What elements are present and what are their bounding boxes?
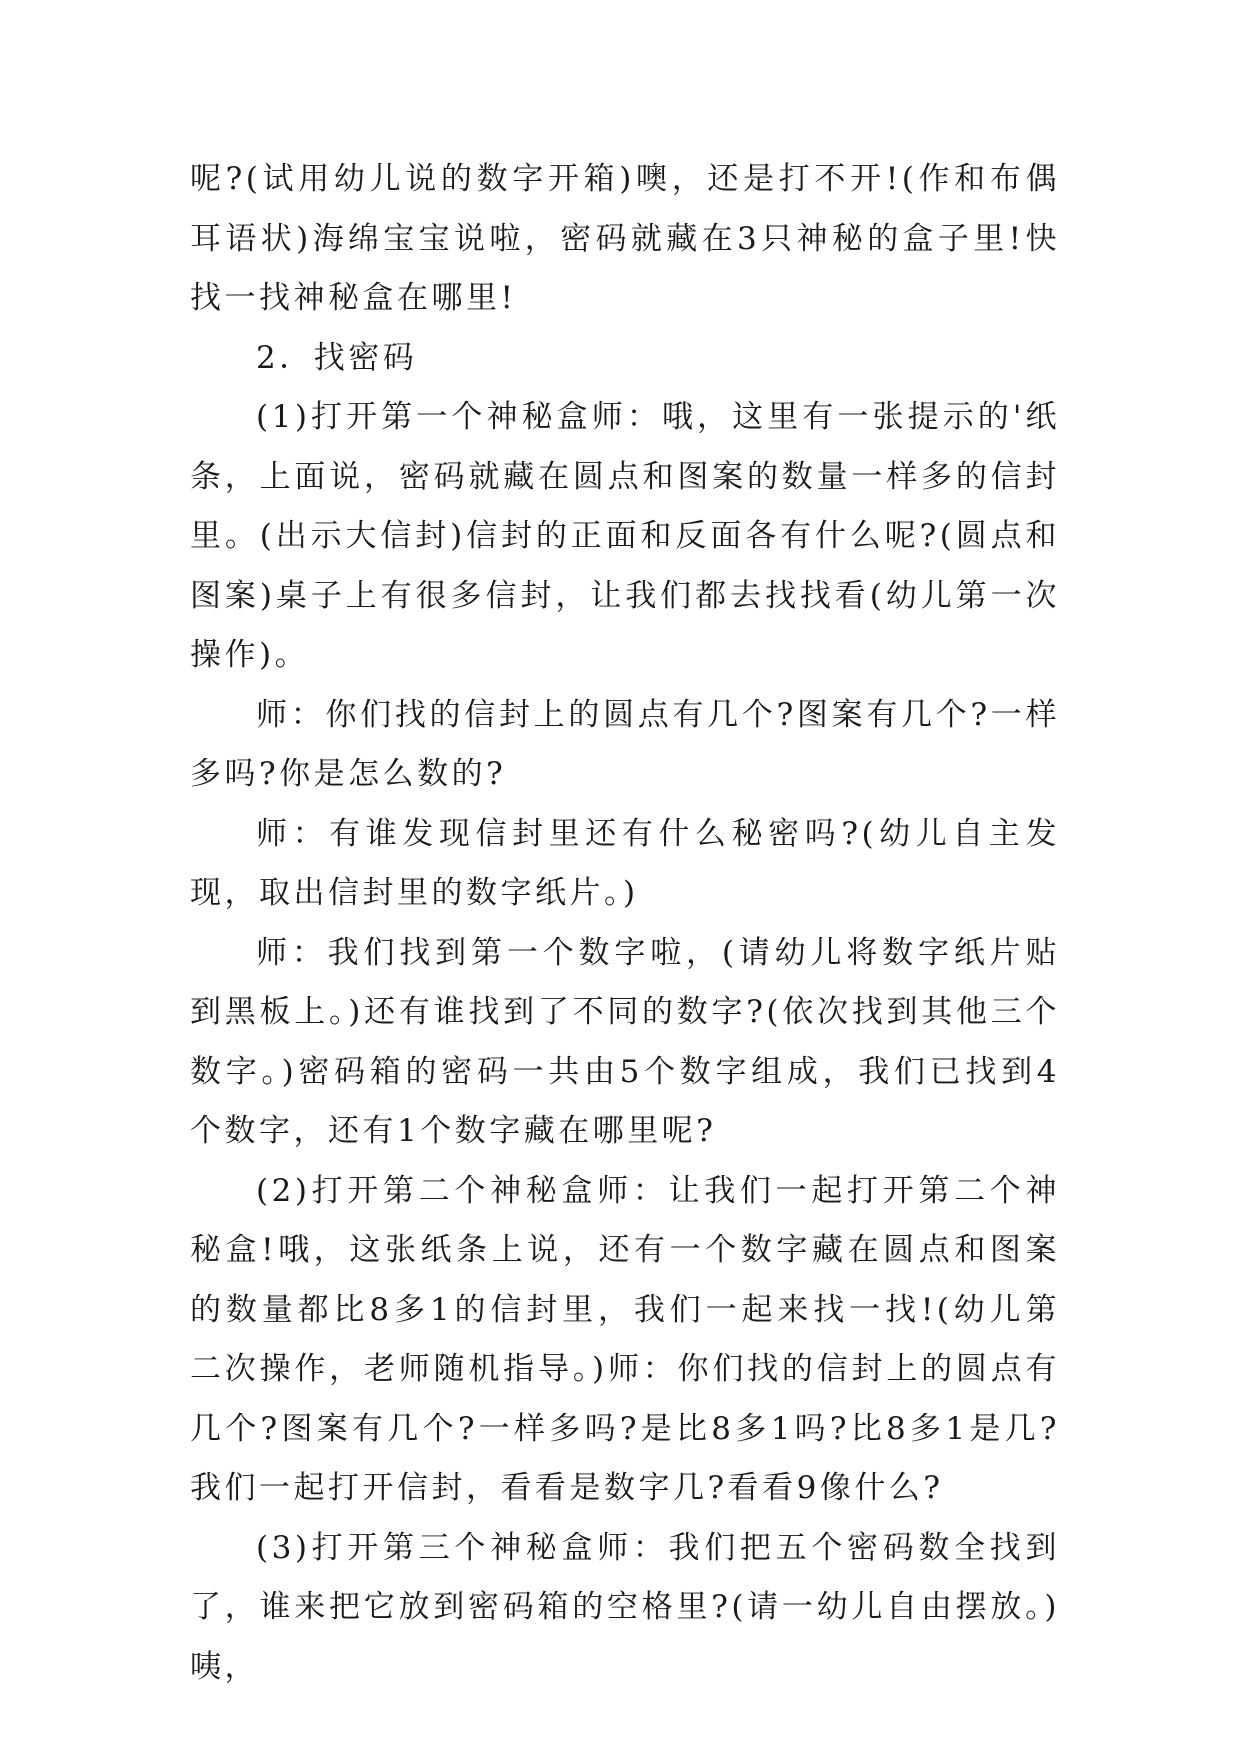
paragraph-teacher-question-count: 师：你们找的信封上的圆点有几个?图案有几个?一样多吗?你是怎么数的? xyxy=(190,696,1060,792)
paragraph-teacher-question-secret: 师：有谁发现信封里还有什么秘密吗?(幼儿自主发现，取出信封里的数字纸片。) xyxy=(190,815,1060,911)
paragraph-teacher-first-number: 师：我们找到第一个数字啦，(请幼儿将数字纸片贴到黑板上。)还有谁找到了不同的数字?(依次找到其他三个数字。)密码箱的密码一共由5个数字组成，我们已找到4个数字，还有1个数字藏在哪里呢? xyxy=(190,934,1060,1149)
paragraph-second-box: (2)打开第二个神秘盒师：让我们一起打开第二个神秘盒!哦，这张纸条上说，还有一个数字藏在圆点和图案的数量都比8多1的信封里，我们一起来找一找!(幼儿第二次操作，老师随机指导。)师：你们找的信封上的圆点有几个?图案有几个?一样多吗?是比8多1吗?比8多1是几?我们一起打开信封，看看是数字几?看看9像什么? xyxy=(190,1172,1060,1506)
paragraph-continuation: 呢?(试用幼儿说的数字开箱)噢，还是打不开!(作和布偶耳语状)海绵宝宝说啦，密码就藏在3只神秘的盒子里!快找一找神秘盒在哪里! xyxy=(190,161,1060,316)
paragraph-first-box: (1)打开第一个神秘盒师：哦，这里有一张提示的'纸条，上面说，密码就藏在圆点和图案的数量一样多的信封里。(出示大信封)信封的正面和反面各有什么呢?(圆点和图案)桌子上有很多信封，让我们都去找找看(幼儿第一次操作)。 xyxy=(190,399,1060,673)
paragraph-third-box: (3)打开第三个神秘盒师：我们把五个密码数全找到了，谁来把它放到密码箱的空格里?(请一幼儿自由摆放。)咦， xyxy=(190,1529,1060,1685)
section-heading-find-password: 2．找密码 xyxy=(256,339,418,376)
document-body xyxy=(190,150,1060,1697)
